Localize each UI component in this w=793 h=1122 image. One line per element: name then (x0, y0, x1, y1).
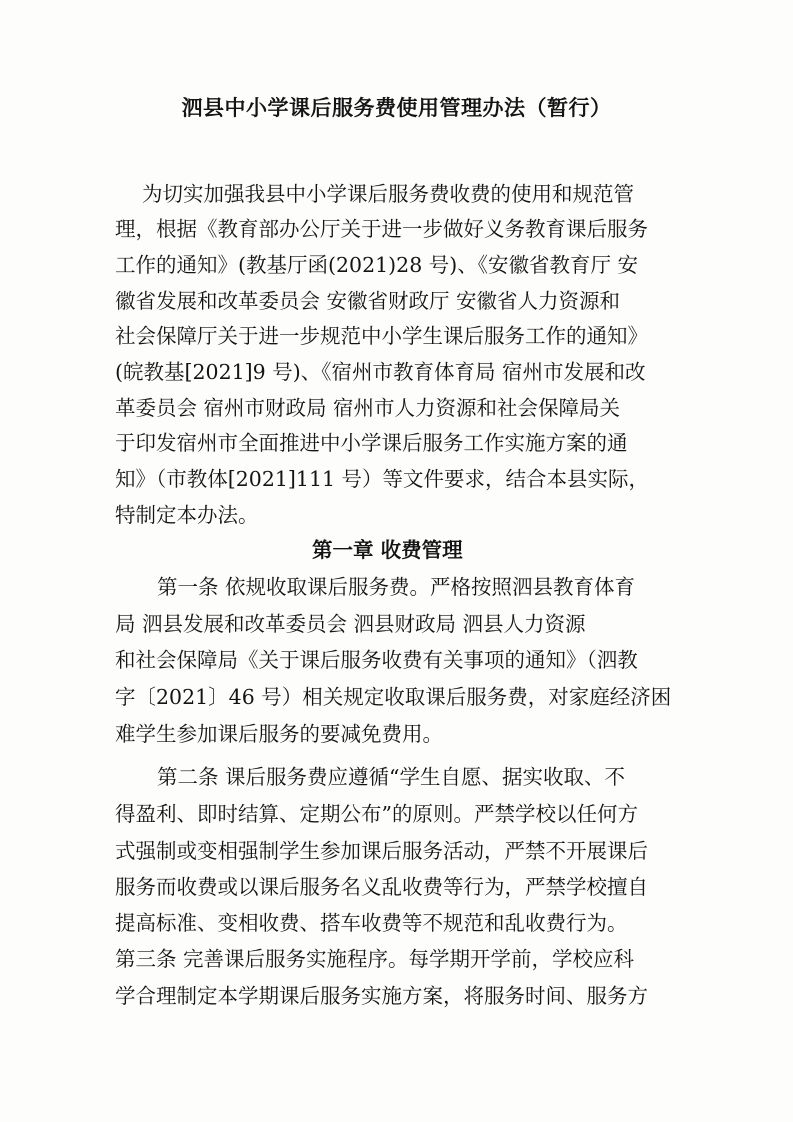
preamble-line: 革委员会 宿州市财政局 宿州市人力资源和社会保障局关 (115, 396, 621, 420)
article1-line: 局 泗县发展和改革委员会 泗县财政局 泗县人力资源 (115, 612, 586, 636)
article2-line: 第二条 课后服务费应遵循“学生自愿、据实收取、不 (157, 765, 625, 789)
preamble-line: 特制定本办法。 (115, 503, 259, 527)
article2-line: 得盈利、即时结算、定期公布”的原则。严禁学校以任何方 (115, 802, 638, 826)
preamble-line: 于印发宿州市全面推进中小学课后服务工作实施方案的通 (115, 431, 628, 455)
chapter-heading: 第一章 收费管理 (312, 538, 463, 562)
article1-line: 和社会保障局《关于课后服务收费有关事项的通知》（泗教 (115, 648, 638, 672)
article1-line: 第一条 依规收取课后服务费。严格按照泗县教育体育 (157, 575, 636, 599)
document-title: 泗县中小学课后服务费使用管理办法（暂行） (181, 95, 612, 120)
article3-line: 第三条 完善课后服务实施程序。每学期开学前，学校应科 (115, 947, 635, 971)
article2-line: 服务而收费或以课后服务名义乱收费等行为，严禁学校擅自 (115, 875, 648, 899)
preamble-line: 工作的通知》(教基厅函(2021)28 号)、《安徽省教育厅 安 (115, 253, 639, 277)
article2-line: 提高标准、变相收费、搭车收费等不规范和乱收费行为。 (115, 911, 628, 935)
preamble-line: 徽省发展和改革委员会 安徽省财政厅 安徽省人力资源和 (115, 289, 621, 313)
preamble-line: 为切实加强我县中小学课后服务费收费的使用和规范管 (142, 182, 634, 206)
preamble-line: 理，根据《教育部办公厅关于进一步做好义务教育课后服务 (115, 217, 648, 241)
preamble-line: (皖教基[2021]9 号)、《宿州市教育体育局 宿州市发展和改 (115, 360, 646, 384)
article2-line: 式强制或变相强制学生参加课后服务活动，严禁不开展课后 (115, 839, 648, 863)
article1-line: 难学生参加课后服务的要减免费用。 (115, 722, 443, 746)
article3-line: 学合理制定本学期课后服务实施方案，将服务时间、服务方 (115, 984, 648, 1008)
preamble-line: 社会保障厅关于进一步规范中小学生课后服务工作的通知》 (115, 324, 648, 348)
preamble-line: 知》（市教体[2021]111 号）等文件要求，结合本县实际， (115, 467, 650, 491)
article1-line: 字〔2021〕46 号）相关规定收取课后服务费，对家庭经济困 (115, 685, 672, 709)
